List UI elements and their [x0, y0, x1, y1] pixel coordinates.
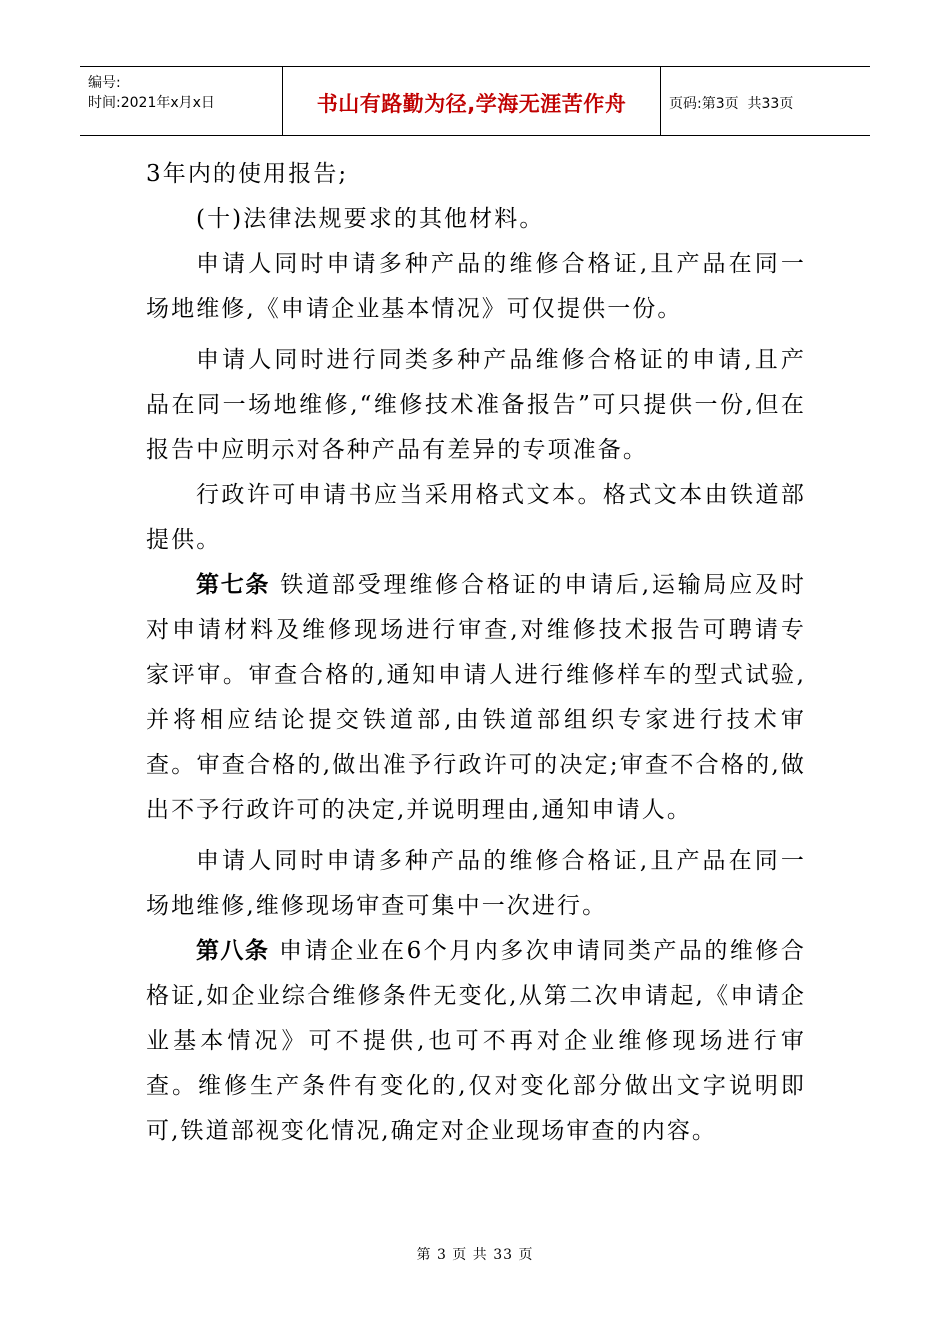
paragraph: 3年内的使用报告;	[146, 161, 349, 187]
paragraph: 申请人同时申请多种产品的维修合格证,且产品在同一场地维修,维修现场审查可集中一次进行。	[146, 848, 806, 919]
article-7-label: 第七条	[196, 572, 271, 598]
header-page-cell	[661, 67, 870, 135]
article-7-text: 铁道部受理维修合格证的申请后,运输局应及时对申请材料及维修现场进行审查,对维修技术报告可聘请专家评审。审查合格的,通知申请人进行维修样车的型式试验,并将相应结论提交铁道部,由铁道部组织专家进行技术审查。审查合格的,做出准予行政许可的决定;审查不合格的,做出不予行政许可的决定,并说明理由,通知申请人。	[146, 572, 807, 823]
article-7	[146, 563, 806, 833]
paragraph: 申请人同时申请多种产品的维修合格证,且产品在同一场地维修,《申请企业基本情况》可仅提供一份。	[146, 251, 806, 322]
page-footer: 第 3 页 共 33 页	[416, 1247, 534, 1263]
time-label: 时间:2021年x月x日	[88, 95, 215, 111]
header-meta-cell	[80, 67, 283, 135]
paragraph: (十)法律法规要求的其他材料。	[196, 206, 545, 232]
doc-number-label: 编号:	[88, 75, 121, 91]
article-8-text: 申请企业在6个月内多次申请同类产品的维修合格证,如企业综合维修条件无变化,从第二次申请起,《申请企业基本情况》可不提供,也可不再对企业维修现场进行审查。维修生产条件有变化的,仅对变化部分做出文字说明即可,铁道部视变化情况,确定对企业现场审查的内容。	[146, 938, 806, 1144]
paragraph: 申请人同时进行同类多种产品维修合格证的申请,且产品在同一场地维修,“维修技术准备报告”可只提供一份,但在报告中应明示对各种产品有差异的专项准备。	[146, 347, 806, 463]
paragraph: 行政许可申请书应当采用格式文本。格式文本由铁道部提供。	[146, 482, 806, 553]
header-page-info: 页码:第3页 共33页	[669, 96, 794, 112]
article-8	[146, 929, 806, 1154]
article-8-label: 第八条	[196, 938, 270, 964]
header-motto-cell	[283, 67, 661, 135]
document-body	[146, 152, 806, 1154]
header-motto: 书山有路勤为径,学海无涯苦作舟	[316, 92, 627, 116]
page-header	[80, 66, 870, 136]
